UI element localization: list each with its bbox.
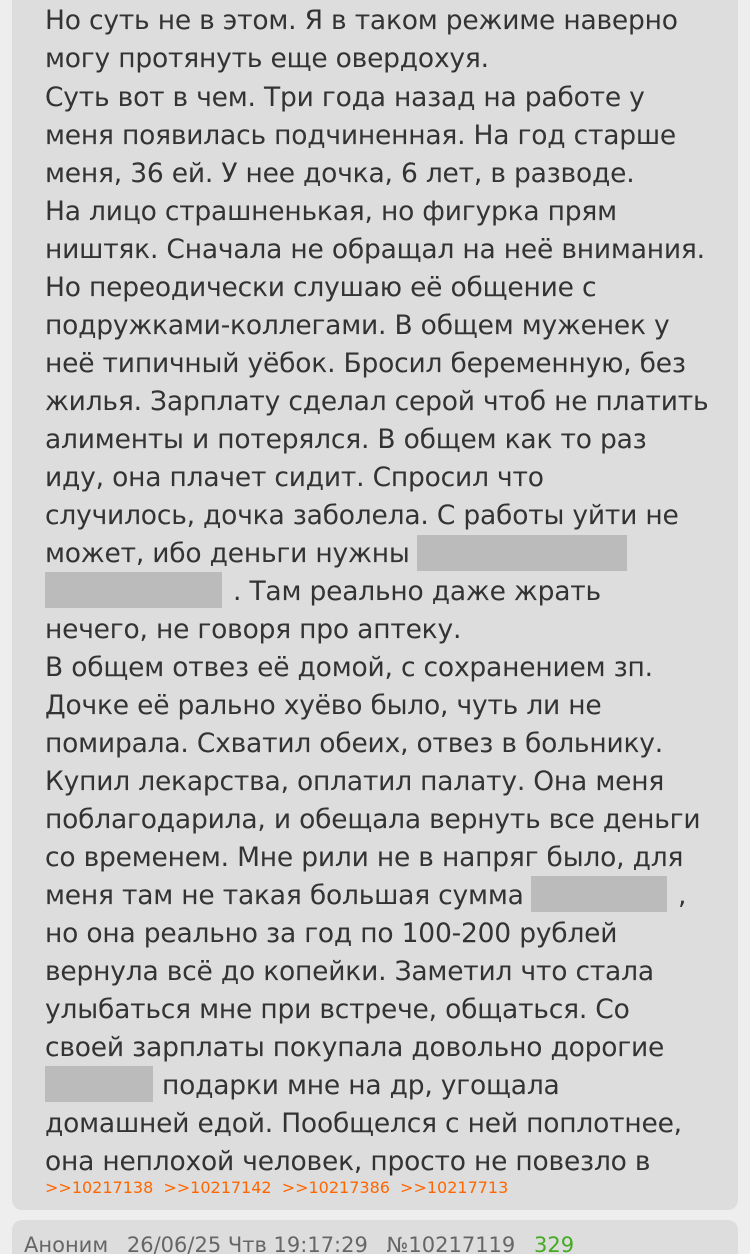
spoiler[interactable]	[45, 572, 222, 608]
reply-link[interactable]: >>10217142	[163, 1178, 272, 1197]
post-line: На лицо страшненькая, но фигурка прям	[45, 196, 617, 227]
post-line: Дочке её рально хуёво было, чуть ли не	[45, 690, 602, 721]
spoiler[interactable]	[417, 535, 627, 571]
post-line: она неплохой человек, просто не повезло в	[45, 1146, 651, 1176]
post-datetime: 26/06/25 Чтв 19:17:29	[126, 1233, 368, 1254]
post-body	[45, 0, 725, 1176]
next-post	[12, 1220, 738, 1254]
post-line: улыбаться мне при встрече, общаться. Со	[45, 994, 630, 1025]
post-line: жилья. Зарплату сделал серой чтоб не платить	[45, 386, 709, 417]
post-line: меня, 36 ей. У нее дочка, 6 лет, в разводе.	[45, 158, 635, 189]
post-line: подружками-коллегами. В общем муженек у	[45, 310, 670, 341]
post-line: алименты и потерялся. В общем как то раз	[45, 424, 647, 455]
post-line: Суть вот в чем. Три года назад на работе у	[45, 82, 645, 113]
post-line: домашней едой. Пообщелся с ней поплотнее,	[45, 1108, 682, 1139]
post-number[interactable]: №10217119	[386, 1233, 516, 1254]
post-line: В общем отвез её домой, с сохранением зп.	[45, 652, 653, 683]
post-line: Но переодически слушаю её общение с	[45, 272, 597, 303]
post-line: иду, она плачет сидит. Спросил что	[45, 462, 544, 493]
post-line: неё типичный уёбок. Бросил беременную, без	[45, 348, 686, 379]
reply-link[interactable]: >>10217386	[281, 1178, 390, 1197]
post-line: подарки мне на др, угощала	[162, 1070, 560, 1101]
post-line: . Там реально даже жрать	[233, 576, 601, 607]
post	[12, 0, 738, 1210]
post-line: вернула всё до копейки. Заметил что стала	[45, 956, 654, 987]
reply-links	[45, 1177, 513, 1199]
post-header	[24, 1230, 586, 1254]
reply-link[interactable]: >>10217713	[400, 1178, 509, 1197]
post-line: поблагодарила, и обещала вернуть все деньги	[45, 804, 701, 835]
post-line: случилось, дочка заболела. С работы уйти не	[45, 500, 679, 531]
post-line: но она реально за год по 100-200 рублей	[45, 918, 618, 949]
post-count: 329	[533, 1233, 575, 1254]
post-line: Но суть не в этом. Я в таком режиме наверно	[45, 5, 678, 36]
post-line: ,	[678, 880, 687, 911]
post-line: нечего, не говоря про аптеку.	[45, 614, 462, 645]
post-line: меня появилась подчиненная. На год старше	[45, 120, 677, 151]
post-line: Купил лекарства, оплатил палату. Она меня	[45, 766, 665, 797]
post-line: со временем. Мне рили не в напряг было, для	[45, 842, 684, 873]
post-line: своей зарплаты покупала довольно дорогие	[45, 1032, 665, 1063]
post-author: Аноним	[24, 1233, 109, 1254]
post-line: меня там не такая большая сумма	[45, 880, 524, 911]
post-line: помирала. Схватил обеих, отвез в больнику.	[45, 728, 664, 759]
post-line: ништяк. Сначала не обращал на неё внимания.	[45, 234, 705, 265]
reply-link[interactable]: >>10217138	[45, 1178, 154, 1197]
spoiler[interactable]	[45, 1066, 153, 1102]
post-line: могу протянуть еще овердохуя.	[45, 43, 489, 74]
spoiler[interactable]	[531, 876, 667, 912]
post-line: может, ибо деньги нужны	[45, 538, 410, 569]
